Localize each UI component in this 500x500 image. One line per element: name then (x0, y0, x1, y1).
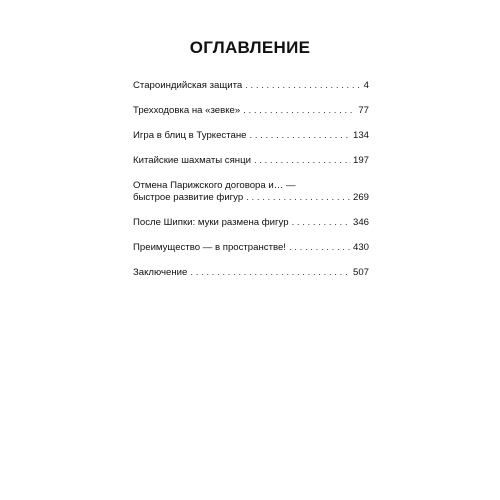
toc-entry-title-line2: быстрое развитие фигур (133, 192, 244, 203)
dot-leader (190, 267, 351, 279)
toc-entry-title-line1: Отмена Парижского договора и… — (133, 180, 296, 191)
dot-leader (289, 242, 351, 254)
toc-page-number: 77 (358, 105, 369, 116)
toc-row (133, 217, 369, 229)
toc-entry-title: Староиндийская защита (133, 80, 243, 91)
toc-entry-title: Заключение (133, 267, 188, 278)
toc-entry[interactable] (133, 130, 369, 142)
toc-entry-title: Китайские шахматы сянци (133, 155, 251, 166)
page-title: ОГЛАВЛЕНИЕ (189, 38, 311, 57)
toc-page-number: 507 (352, 267, 369, 278)
dot-leader (246, 192, 351, 204)
toc-row (133, 80, 369, 92)
toc-row (133, 155, 369, 167)
toc-row (133, 242, 369, 254)
toc-row (133, 267, 369, 279)
toc-row (133, 192, 369, 204)
toc-entry[interactable] (133, 80, 369, 92)
toc-entry-title: Игра в блиц в Туркестане (133, 130, 247, 141)
toc-entry[interactable] (133, 105, 369, 117)
toc-row (133, 130, 369, 142)
toc-entry[interactable] (133, 242, 369, 254)
toc-row (133, 105, 369, 117)
toc-entry[interactable] (133, 155, 369, 167)
toc-page-number: 430 (352, 242, 369, 253)
toc-entry[interactable] (133, 217, 369, 229)
toc-entry[interactable] (133, 180, 369, 204)
dot-leader (249, 130, 351, 142)
toc-entry-title: После Шипки: муки размена фигур (133, 217, 289, 228)
dot-leader (254, 155, 351, 167)
toc-page-number: 4 (363, 80, 369, 91)
toc-page-number: 134 (352, 130, 369, 141)
toc-page-number: 269 (352, 192, 369, 203)
toc-entry-title: Трехходовка на «зевке» (133, 105, 241, 116)
table-of-contents (133, 80, 369, 292)
toc-entry[interactable] (133, 267, 369, 279)
toc-entry-title: Преимущество — в пространстве! (133, 242, 286, 253)
dot-leader (292, 217, 351, 229)
dot-leader (243, 105, 356, 117)
dot-leader (245, 80, 361, 92)
toc-page-number: 197 (352, 155, 369, 166)
toc-page-number: 346 (352, 217, 369, 228)
